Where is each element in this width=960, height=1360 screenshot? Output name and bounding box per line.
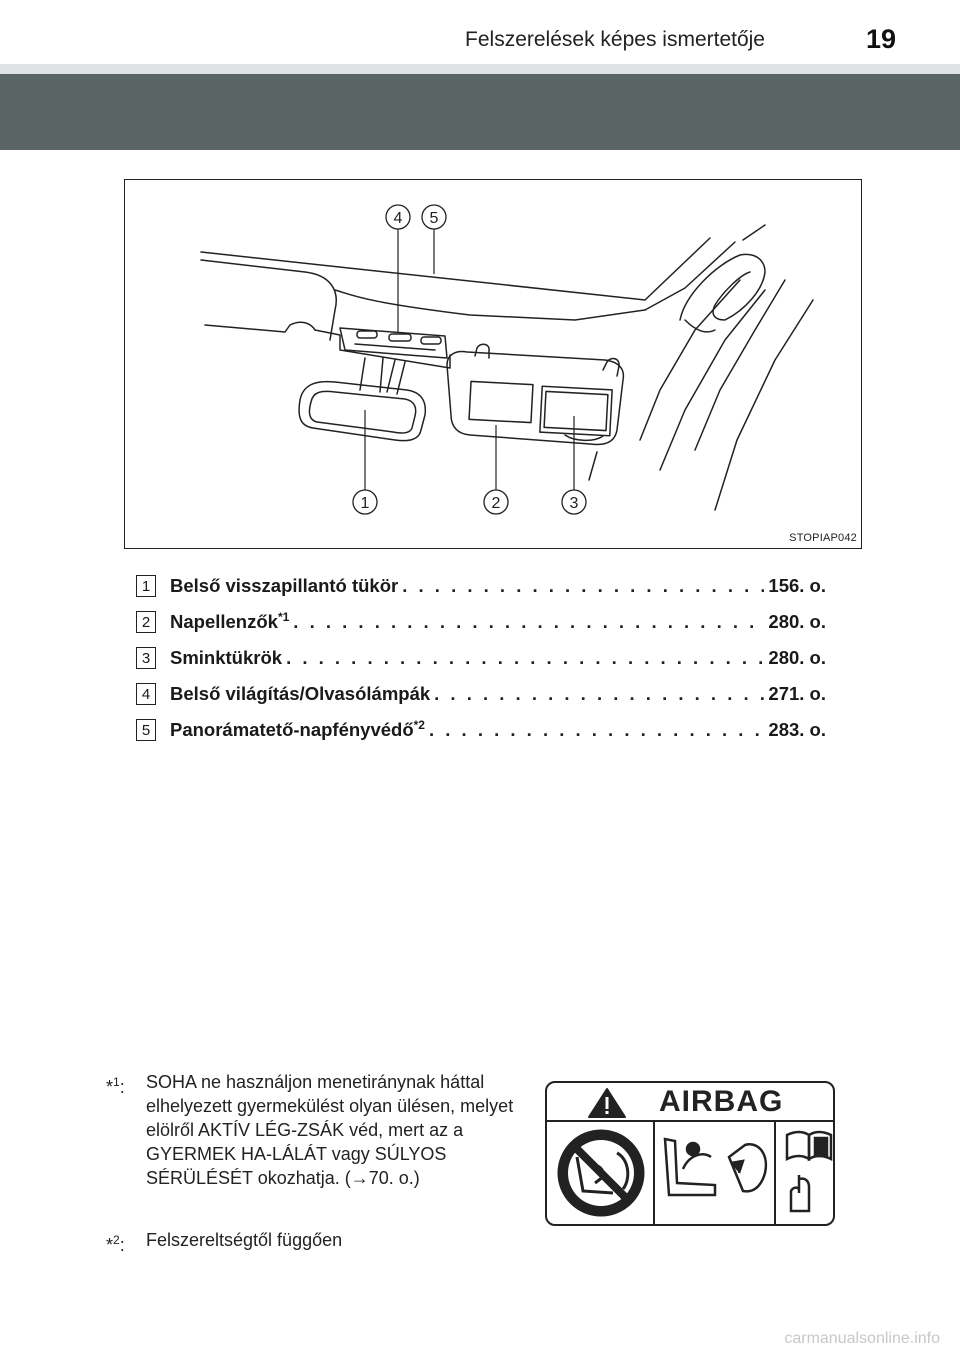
airbag-warning-label [545,1081,835,1226]
footnote-mark: *$^1$: [106,1075,125,1097]
page-reference[interactable]: 280. o. [768,647,826,668]
watermark: carmanualsonline.info [784,1330,940,1347]
item-label: Panorámatető-napfényvédő$^{*2}$ [170,718,425,741]
callout-5-label: 5 [429,210,439,227]
list-item [136,676,826,712]
item-label: Belső visszapillantó tükör [170,575,399,596]
leader-dots [402,575,764,597]
list-item [136,604,826,640]
footnote-2 [106,1228,526,1255]
manual-info-icon [787,1132,831,1211]
leader-dots [434,683,764,705]
page-number: 19 [865,24,896,54]
callout-3-label: 3 [569,495,579,512]
callout-1-label: 1 [360,495,370,512]
item-list [136,568,826,748]
leader-dots [286,647,764,669]
warning-triangle-icon [589,1089,625,1117]
page-reference[interactable]: 156. o. [768,575,826,596]
figure-code: STOPIAP042 [789,532,857,544]
item-number: 4 [136,683,156,705]
item-number: 1 [136,575,156,597]
item-number: 2 [136,611,156,633]
item-label: Belső világítás/Olvasólámpák [170,683,431,704]
item-label: Sminktükrök [170,647,283,668]
list-item [136,640,826,676]
header [0,0,960,64]
page-reference[interactable]: 283. o. [768,719,826,740]
callout-4-label: 4 [393,210,403,227]
footnote-1 [106,1070,526,1190]
item-number: 3 [136,647,156,669]
child-seat-airbag-icon [665,1139,766,1195]
leader-dots [293,611,764,633]
page-reference[interactable]: 271. o. [768,683,826,704]
callout-2-label: 2 [491,495,501,512]
item-label: Napellenzők$^{*1}$ [170,610,290,633]
item-number: 5 [136,719,156,741]
page-reference[interactable]: 280. o. [768,611,826,632]
footnote-marker: *2 [413,718,425,733]
interior-illustration [124,179,862,549]
list-item [136,568,826,604]
header-band [0,74,960,150]
headliner-drawing [125,180,861,548]
section-title: Felszerelések képes ismertetője [465,28,765,51]
airbag-title: AIRBAG [659,1085,784,1118]
list-item [136,712,826,748]
footnote-text: SOHA ne használjon menetiránynak háttal elhelyezett gyermekülést olyan ülésen, melyet elölről AKTÍV LÉG-ZSÁK véd, mert az a GYERMEK HA-LÁLÁT vagy SÚLYOS SÉRÜLÉSÉT okozhatja. (→70. o.) [146,1072,514,1188]
no-rear-facing-child-seat-icon [558,1130,644,1216]
footnote-marker: *1 [277,610,290,625]
footnote-text: Felszereltségtől függően [146,1230,343,1250]
footnote-mark: *$^2$: [106,1233,125,1255]
header-band-light [0,64,960,74]
leader-dots [429,719,764,741]
